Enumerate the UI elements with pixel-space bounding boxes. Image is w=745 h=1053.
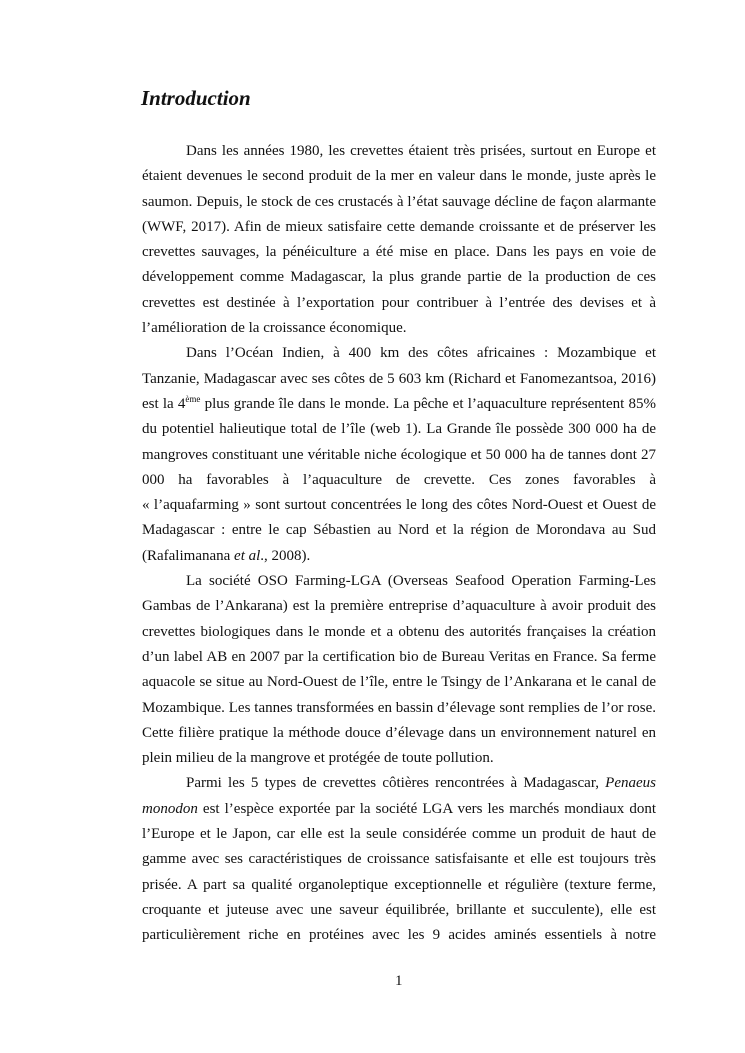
text-run: (WWF, 2017). Afin de mieux satisfaire cette demande croissante et de préserver les	[142, 218, 656, 235]
text-run: Madagascar : entre le cap Sébastien au Nord et la région de Morondava au Sud	[142, 522, 656, 539]
text-line	[142, 797, 656, 822]
text-run: crevettes est destinée à l’exportation pour contribuer à l’entrée des devises et à	[142, 294, 656, 311]
text-line	[142, 316, 656, 341]
text-line	[142, 594, 656, 619]
text-line	[142, 341, 656, 366]
text-run: l’Europe et le Japon, car elle est la seule considérée comme un produit de haut de	[142, 826, 656, 843]
text-line	[142, 670, 656, 695]
text-run: Gambas de l’Ankarana) est la première entreprise d’aquaculture à avoir produit des	[142, 598, 656, 615]
text-line	[142, 265, 656, 290]
section-heading: Introduction	[141, 86, 251, 110]
text-run: La société OSO Farming-LGA (Overseas Seafood Operation Farming-Les	[186, 573, 656, 590]
text-run: « l’aquafarming » sont surtout concentrées le long des côtes Nord-Ouest et Ouest de	[142, 497, 656, 514]
text-run: crevettes sauvages, la pénéiculture a été mise en place. Dans les pays en voie de	[142, 244, 656, 261]
superscript: ème	[185, 393, 201, 404]
text-run: aquacole se situe au Nord-Ouest de l’île, entre le Tsingy de l’Ankarana et le canal de	[142, 674, 656, 691]
text-line	[142, 190, 656, 215]
text-line	[142, 873, 656, 898]
text-line	[142, 417, 656, 442]
text-line	[142, 721, 656, 746]
text-run: gamme avec ses caractéristiques de croissance satisfaisante et elle est toujours très	[142, 851, 656, 868]
text-run: saumon. Depuis, le stock de ces crustacés à l’état sauvage décline de façon alarmante	[142, 193, 656, 210]
text-run: étaient devenues le second produit de la mer en valeur dans le monde, juste après le	[142, 168, 656, 185]
text-line	[142, 898, 656, 923]
text-run: est la 4	[142, 395, 186, 412]
text-line	[142, 493, 656, 518]
text-run: Tanzanie, Madagascar avec ses côtes de 5 603 km (Richard et Fanomezantsoa, 2016)	[142, 370, 656, 387]
paragraph	[142, 569, 656, 771]
text-line	[142, 771, 656, 796]
text-run: Cette filière pratique la méthode douce d’élevage dans un environnement naturel en	[142, 724, 656, 741]
text-run: crevettes biologiques dans le monde et a obtenu des autorités françaises la création	[142, 623, 656, 640]
text-line	[142, 696, 656, 721]
text-run: Dans l’Océan Indien, à 400 km des côtes africaines : Mozambique et	[186, 345, 656, 362]
text-run: ., 2008).	[260, 547, 311, 564]
text-line	[142, 215, 656, 240]
text-run: l’amélioration de la croissance économique.	[142, 320, 407, 337]
italic-text: monodon	[142, 800, 198, 817]
text-run: développement comme Madagascar, la plus grande partie de la production de ces	[142, 269, 656, 286]
text-run: Dans les années 1980, les crevettes étaient très prisées, surtout en Europe et	[186, 143, 656, 159]
text-line	[142, 468, 656, 493]
text-run: d’un label AB en 2007 par la certification bio de Bureau Veritas en France. Sa ferme	[142, 648, 656, 665]
text-run: (Rafalimanana	[142, 547, 235, 564]
text-line	[142, 620, 656, 645]
text-run: croquante et juteuse avec une saveur équilibrée, brillante et succulente), elle est	[142, 901, 656, 918]
text-line	[142, 518, 656, 543]
paragraph	[142, 341, 656, 569]
text-line	[142, 443, 656, 468]
text-run: prisée. A part sa qualité organoleptique exceptionnelle et régulière (texture ferme,	[142, 876, 656, 893]
text-line	[142, 923, 656, 948]
italic-text: et al	[234, 547, 261, 564]
text-line	[142, 164, 656, 189]
page-number: 1	[395, 973, 403, 989]
text-line	[142, 847, 656, 872]
italic-text: Penaeus	[605, 775, 656, 792]
text-run: Parmi les 5 types de crevettes côtières rencontrées à Madagascar,	[186, 775, 606, 792]
paragraph	[142, 771, 656, 948]
text-line	[142, 367, 656, 392]
text-run: mangroves constituant une véritable niche écologique et 50 000 ha de tannes dont 27	[142, 446, 656, 463]
document-body	[142, 139, 656, 949]
text-line	[142, 569, 656, 594]
text-line	[142, 746, 656, 771]
text-run: particulièrement riche en protéines avec les 9 acides aminés essentiels à notre	[142, 927, 656, 944]
text-run: plus grande île dans le monde. La pêche et l’aquaculture représentent 85%	[200, 395, 656, 412]
text-run: du potentiel halieutique total de l’île (web 1). La Grande île possède 300 000 ha de	[142, 421, 656, 438]
text-run: Mozambique. Les tannes transformées en bassin d’élevage sont remplies de l’or rose.	[142, 699, 656, 716]
text-line	[142, 139, 656, 164]
text-line	[142, 291, 656, 316]
text-line	[142, 392, 656, 417]
text-line	[142, 544, 656, 569]
paragraph	[142, 139, 656, 341]
text-line	[142, 822, 656, 847]
text-run: plein milieu de la mangrove et protégée de toute pollution.	[142, 750, 494, 767]
text-line	[142, 240, 656, 265]
text-run: 000 ha favorables à l’aquaculture de crevette. Ces zones favorables à	[142, 471, 656, 488]
text-run: est l’espèce exportée par la société LGA vers les marchés mondiaux dont	[197, 800, 656, 817]
text-line	[142, 645, 656, 670]
